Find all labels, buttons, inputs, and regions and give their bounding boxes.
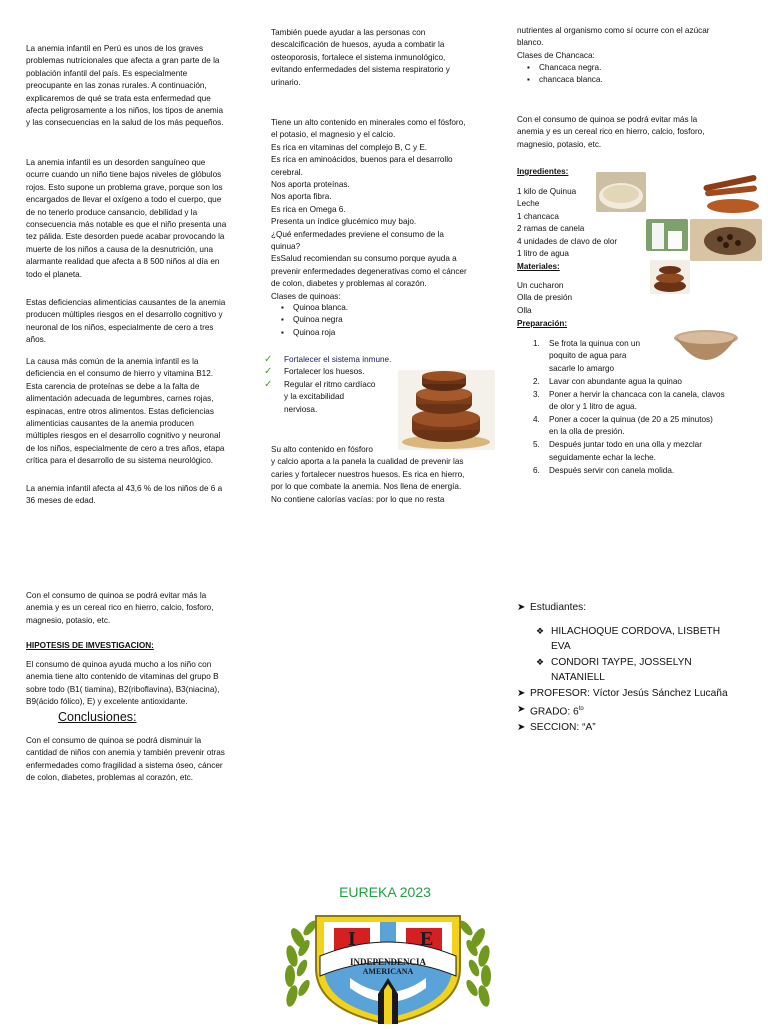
text-line: alimentación adecuada de legumbres, carnes rojas, [26,394,214,404]
text-line: osteoporosis, fortalece el sistema inmunológico, [271,52,446,62]
student-item [517,624,757,655]
text-line: seguidamente echar la leche. [549,452,656,462]
event-title: EUREKA 2023 [339,884,431,900]
statistic-paragraph [26,483,252,508]
ingredients-title: Ingredientes: [517,167,569,176]
conclusions-paragraph [26,735,252,785]
text-line: todo el planeta. [26,269,82,279]
text-line: alimenticias causantes de la anemia producen [26,419,194,429]
text-line: deficiencia en el consumo de hierro y vitamina B12. [26,369,214,379]
text-line: caries y fortalecer nuestros huesos. Es rica en hierro, [271,469,465,479]
text-line: muerte de los niños a causa de la desnutrición, una [26,244,214,254]
text-line: poquito de agua para [549,351,627,361]
text-line: de colon, diabetes, problemas al corazón, etc. [26,773,194,783]
anemia-definition-paragraph [26,157,252,281]
check-item [262,366,412,378]
text-line: problemas nutricionales que afecta a gran parte de la [26,56,220,66]
text-line: Con el consumo de quinoa se podrá disminuir la [26,736,202,745]
step-number: 2. [533,376,540,386]
step-number: 6. [533,465,540,475]
diamond-bullet-icon: ❖ [536,625,545,636]
crest-ribbon-top: INDEPENDENCIA [349,957,427,967]
text-line: HILACHOQUE CORDOVA, LISBETH [551,625,721,637]
list-item: ▪ chancaca blanca. [517,74,745,86]
text-line: de los niños, especialmente de cero a tres años, etapa [26,443,225,453]
text-line: Tiene un alto contenido en minerales como el fósforo, [271,118,466,127]
crest-letter-right: E [420,928,434,950]
arrow-bullet-icon: ➤ [517,687,526,699]
step-number: 5. [533,440,540,450]
chancaca-types-list [517,62,745,87]
text-line: EVA [551,641,571,653]
text-line: Poner a cocer la quinua (de 20 a 25 minutos) [549,414,713,424]
text-line: preocupante en las zonas rurales. A continuación, [26,81,207,91]
text-line: Poner a hervir la chancaca con la canela, clavos [549,389,725,399]
text-line: La anemia infantil es un desorden sanguíneo que [26,158,206,167]
text-line: población infantil del país. Es especialmente [26,68,188,78]
sugar-paragraph [517,25,745,62]
text-line: Presenta un índice glucémico muy bajo. [271,217,417,227]
text-line: espinacas, entre otros alimentos. Estas deficiencias [26,406,214,416]
text-line: ¿Qué enfermedades previene el consumo de la [271,229,444,239]
text-line: urinario. [271,77,301,87]
text-line: afecta peligrosamente a los niños, los tipos de anemia [26,106,224,116]
text-line: 1 litro de agua [517,249,569,259]
text-line: crítica para el desarrollo de su sistema neurológico. [26,456,214,466]
text-line: nutrientes al organismo como sí ocurre con el azúcar [517,26,710,35]
checkmark-icon: ✓ [264,378,273,390]
list-item: ▪ Quinoa roja [271,327,491,339]
diamond-bullet-icon: ❖ [536,656,545,667]
text-line: Después juntar todo en una olla y mezclar [549,440,702,450]
grade-line: ➤ GRADO: $6^{to}$ [517,703,584,717]
text-line: Con el consumo de quinoa se podrá evitar más la [26,591,207,600]
materials-list [517,280,745,317]
checkmark-icon: ✓ [264,366,273,378]
text-line: consecuencia más notable es que el niño presenta una [26,220,227,230]
text-line: Clases de quinoas: [271,291,341,301]
credits-block [517,600,757,735]
text-line: múltiples riesgos en el desarrollo cognitivo y neuronal [26,431,221,441]
text-line: por lo que combate la anemia. Nos llena de energía. [271,482,462,492]
arrow-bullet-icon: ➤ [517,602,526,613]
quinoa-benefits-paragraph [271,117,491,303]
text-line: explicaremos de qué se trata esta enfermedad que [26,93,211,103]
arrow-bullet-icon: ➤ [517,703,526,715]
check-item [262,354,412,366]
text-line: alarmante realidad que afecta a 8 500 niños al día en [26,257,220,267]
text-line: sobre todo (B1( tiamina), B2(riboflavina), B3(niacina), [26,684,220,694]
text-line: Es rica en Omega 6. [271,204,346,214]
text-line: Esta carencia de proteínas se debe a la falta de [26,381,200,391]
text-line: Un cucharon [517,281,564,290]
text-line: magnesio, potasio, etc. [517,139,602,149]
chancaca-paragraph [271,444,491,506]
text-line: 1 chancaca [517,211,559,221]
text-line: Olla de presión [517,293,573,303]
text-line: Leche [517,199,540,209]
text-line: ocurre cuando un niño tiene bajos niveles de glóbulos [26,170,222,180]
text-line: anemia y es un cereal rico en hierro, calcio, fosforo, [26,603,214,613]
crest-letter-left: I [348,928,356,950]
text-line: sacarle lo amargo [549,363,615,373]
text-line: de colon, diabetes y problemas al corazón. [271,279,427,289]
text-line: magnesio, potasio, etc. [26,615,111,625]
text-line: Olla [517,305,532,315]
chancaca-small-image [650,260,690,294]
section-line: ➤ SECCION: “A” [517,720,757,736]
text-line: No contiene calorías vacías: por lo que no resta [271,494,445,504]
text-line: La anemia infantil afecta al 43,6 % de los niños de 6 a [26,484,223,493]
text-line: Fortalecer el sistema inmune. [284,355,392,364]
text-line: La causa más común de la anemia infantil es la [26,357,199,366]
cloves-image [690,219,762,261]
check-item [262,379,412,416]
text-line: También puede ayudar a las personas con [271,28,426,37]
text-line: rojos. Esto supone un problema grave, porque son los [26,182,223,192]
preparation-title: Preparación: [517,319,568,328]
school-crest [278,898,498,1024]
text-line: de olor y 1 litro de agua. [549,402,637,412]
text-line: CONDORI TAYPE, JOSSELYN [551,656,692,668]
preparation-step [517,414,745,439]
text-line: evitando enfermedades del sistema respiratorio y [271,65,450,75]
osteoporosis-paragraph [271,27,491,89]
chancaca-image [398,370,495,450]
deficiency-paragraph [26,297,252,347]
text-line: el potasio, el magnesio y el calcio. [271,130,396,140]
text-line: blanco. [517,38,544,48]
text-line: de no tenerlo produce cansancio, debilidad y la [26,207,198,217]
quinoa-types-list [271,302,491,339]
hypothesis-paragraph [26,659,252,709]
text-line: Es rica en vitaminas del complejo B, C y E. [271,142,428,152]
benefits-checklist [262,354,412,416]
step-number: 1. [533,339,540,348]
materials-title: Materiales: [517,262,560,271]
text-line: Clases de Chancaca: [517,50,595,60]
checkmark-icon: ✓ [264,354,273,365]
text-line: Con el consumo de quinoa se podrá evitar más la [517,115,698,124]
step-number: 3. [533,389,540,399]
text-line: quinua? [271,242,301,252]
text-line: Se frota la quinua con un [549,339,641,348]
crest-ribbon-bottom: AMERICANA [362,967,414,976]
text-line: y las consecuencias en la salud de los más pequeños. [26,118,224,128]
text-line: Lavar con abundante agua la quinao [549,376,682,386]
text-line: y la excitabilidad [284,392,345,402]
text-line: tez pálida. Este desorden puede acabar provocando la [26,232,225,242]
students-heading: ➤ Estudiantes: [517,600,757,616]
text-line: Su alto contenido en fósforo [271,445,373,454]
text-line: nerviosa. [284,404,318,414]
text-line: B9(ácido fólico), E) y excelente antioxidante. [26,697,188,707]
text-line: EsSalud recomiendan su consumo porque ayuda a [271,254,457,264]
teacher-line: ➤ PROFESOR: Víctor Jesús Sánchez Lucaña [517,686,757,702]
text-line: enfermedades como fragilidad a sistema óseo, cáncer [26,760,223,770]
milk-image [646,219,688,251]
text-line: 2 ramas de canela [517,224,585,234]
text-line: 4 unidades de clavo de olor [517,236,618,246]
text-line: años. [26,335,47,345]
causes-paragraph [26,356,252,468]
text-line: encargados de llevar el oxígeno a todo el cuerpo, que [26,195,222,205]
hypothesis-title: HIPOTESIS DE IMVESTIGACION: [26,641,154,650]
text-line: 1 kilo de Quinua [517,187,577,196]
step-number: 4. [533,414,540,424]
quinoa-summary-paragraph-2 [517,114,745,151]
text-line: Nos aporta proteínas. [271,180,350,190]
text-line: y calcio aporta a la panela la cualidad de prevenir las [271,457,464,467]
text-line: Fortalecer los huesos. [284,367,365,377]
quinoa-drink-image [670,326,742,370]
text-line: Es rica en aminoácidos, buenos para el desarrollo [271,155,453,165]
arrow-bullet-icon: ➤ [517,721,526,733]
text-line: neuronal de los niños, especialmente de cero a tres [26,322,214,332]
conclusions-title: Conclusiones: [58,710,137,724]
text-line: Nos aporta fibra. [271,192,332,202]
text-line: producen múltiples riesgos en el desarrollo cognitivo y [26,310,223,320]
preparation-step [517,389,745,414]
text-line: NATANIELL [551,672,605,684]
text-line: La anemia infantil en Perú es unos de los graves [26,44,204,53]
list-item: ▪ Quinoa blanca. [271,302,491,314]
text-line: Estas deficiencias alimenticias causantes de la anemia [26,298,226,307]
student-item [517,655,757,686]
cinnamon-image [697,172,763,214]
text-line: 36 meses de edad. [26,496,96,506]
quinoa-image [596,172,646,212]
text-line: en la olla de presión. [549,427,625,437]
text-line: El consumo de quinoa ayuda mucho a los niño con [26,660,212,669]
text-line: Regular el ritmo cardíaco [284,379,376,389]
intro-paragraph [26,43,252,130]
text-line: cantidad de niños con anemia y también prevenir otras [26,748,225,758]
preparation-step [517,376,745,388]
text-line: Después servir con canela molida. [549,465,675,475]
preparation-step [517,465,745,477]
quinoa-summary-paragraph [26,590,252,627]
list-item: ▪ Chancaca negra. [517,62,745,74]
text-line: prevenir enfermedades degenerativas como el cáncer [271,266,467,276]
preparation-step [517,439,745,464]
text-line: descalcificación de huesos, ayuda a combatir la [271,40,445,50]
text-line: cerebral. [271,167,303,177]
text-line: anemia tiene alto contenido de vitaminas del grupo B [26,672,219,682]
list-item: ▪ Quinoa negra [271,314,491,326]
text-line: anemia y es un cereal rico en hierro, calcio, fosforo, [517,127,705,137]
